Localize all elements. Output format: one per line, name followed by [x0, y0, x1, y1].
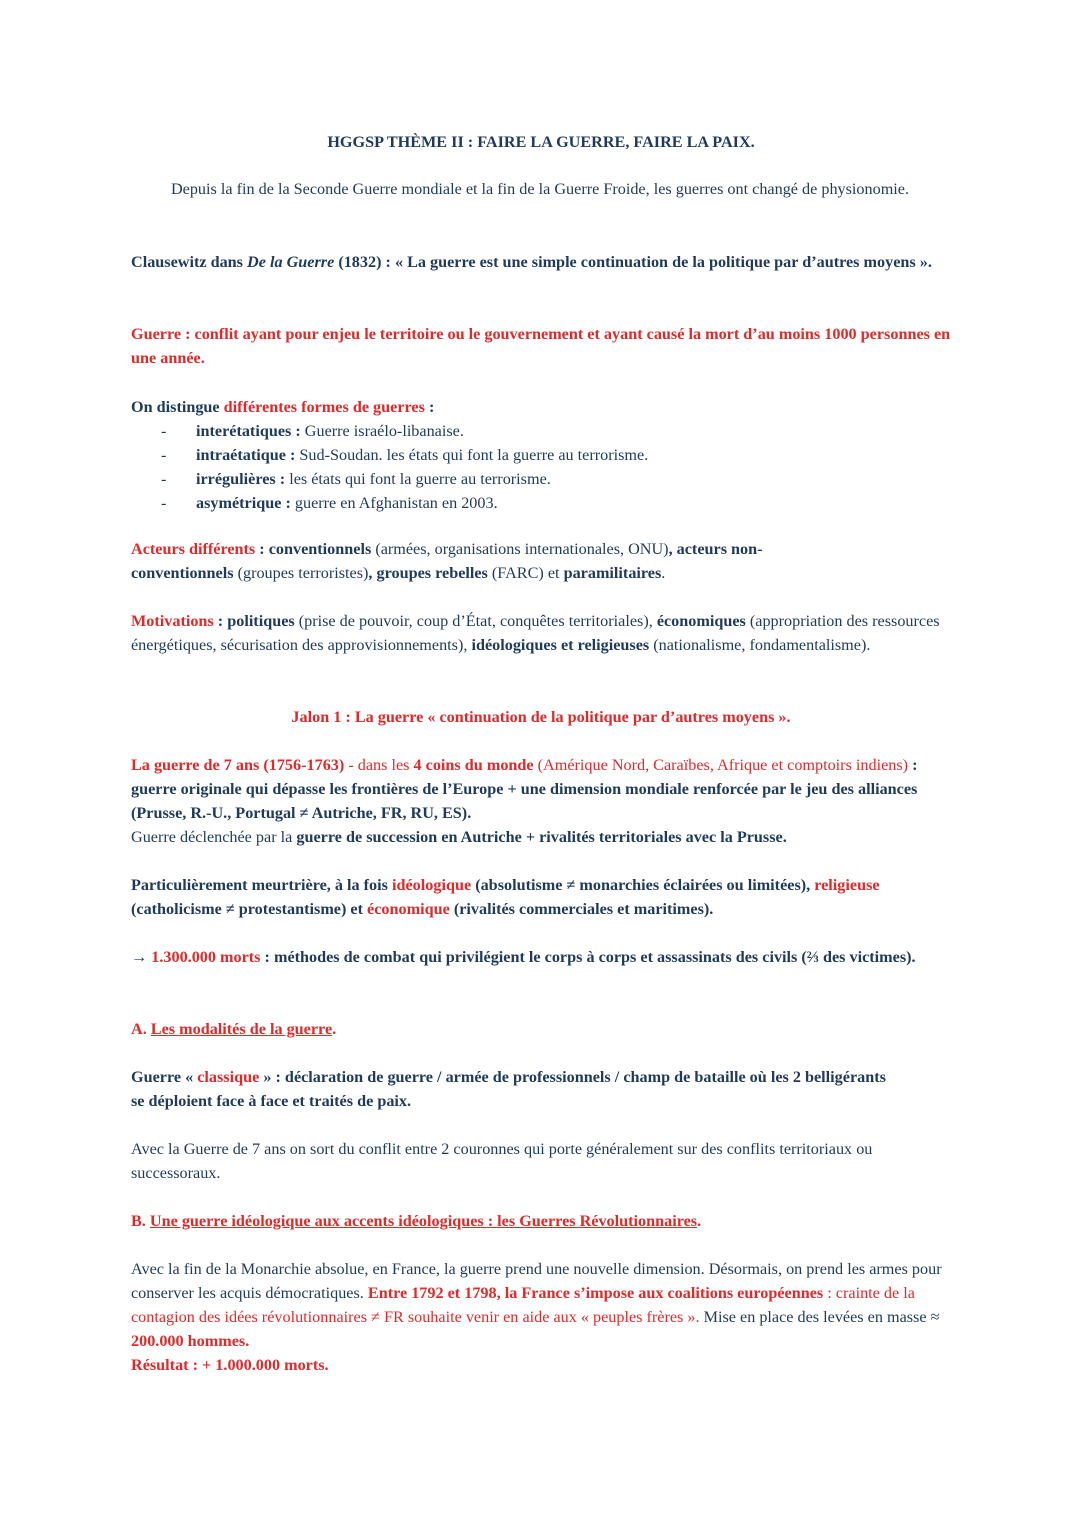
motivations-text: (appropriation des ressources énergétiques, sécurisation des approvisionnements),	[131, 612, 940, 654]
war-forms-intro	[131, 395, 951, 419]
seven-years-text: - dans les	[344, 756, 414, 774]
form-text: guerre en Afghanistan en 2003.	[290, 494, 498, 512]
revolution-paragraph	[131, 1257, 951, 1377]
seven-years-war-paragraph	[131, 753, 951, 849]
section-title: Les modalités de la guerre	[150, 1020, 333, 1038]
clausewitz-book-title: De la Guerre	[247, 253, 335, 271]
deadly-text: économique	[367, 900, 450, 918]
war-forms-intro-c: :	[424, 398, 435, 416]
form-text: les états qui font la guerre au terrorisme.	[285, 470, 551, 488]
actors-text: (groupes terroristes)	[233, 564, 369, 582]
deadly-text: Particulièrement meurtrière, à la fois	[131, 876, 392, 894]
revolution-text: Entre 1792 et 1798, la France s’impose aux coalitions européennes	[367, 1284, 824, 1302]
motivations-text: (nationalisme, fondamentalisme).	[649, 636, 871, 654]
list-item	[131, 491, 951, 515]
section-letter: B.	[131, 1212, 150, 1230]
form-text: Sud-Soudan. les états qui font la guerre au terrorisme.	[295, 446, 649, 464]
list-item	[131, 443, 951, 467]
deadly-text: (absolutisme ≠ monarchies éclairées ou limitées),	[471, 876, 815, 894]
war-definition: Guerre : conflit ayant pour enjeu le territoire ou le gouvernement et ayant causé la mort d’au moins 1000 personnes en une année.	[131, 325, 951, 367]
clausewitz-quote	[131, 250, 951, 274]
intro-paragraph: Depuis la fin de la Seconde Guerre mondiale et la fin de la Guerre Froide, les guerres ont changé de physionomie.	[170, 180, 910, 198]
motivations-paragraph	[131, 609, 951, 657]
motivations-text: économiques	[656, 612, 746, 630]
classic-text: classique	[197, 1068, 260, 1086]
deaths-paragraph	[131, 945, 951, 969]
motivations-text: : politiques	[213, 612, 295, 630]
seven-years-text: 4 coins du monde	[413, 756, 534, 774]
list-item	[131, 467, 951, 491]
deaths-count: 1.300.000 morts	[151, 948, 261, 966]
section-end: .	[332, 1020, 337, 1038]
section-b-heading	[131, 1209, 951, 1233]
clausewitz-text-a: Clausewitz dans	[131, 253, 248, 271]
jalon-heading: Jalon 1 : La guerre « continuation de la politique par d’autres moyens ».	[291, 708, 791, 726]
seven-years-text: guerre de succession en Autriche + rivalités territoriales avec la Prusse.	[296, 828, 787, 846]
deadly-text: (rivalités commerciales et maritimes).	[449, 900, 714, 918]
revolution-text: : crainte de la contagion des idées révolutionnaires ≠ FR souhaite venir en aide aux « peuples frères ».	[131, 1284, 915, 1326]
deadly-text: idéologique	[392, 876, 472, 894]
section-title: Une guerre idéologique aux accents idéologiques : les Guerres Révolutionnaires	[149, 1212, 698, 1230]
classic-text: » : déclaration de guerre / armée de professionnels / champ de bataille où les 2 belligérants se déploient face à face et traités de paix.	[131, 1068, 886, 1110]
form-term: irrégulières :	[196, 470, 286, 488]
motivations-text: idéologiques et religieuses	[471, 636, 650, 654]
deaths-text: : méthodes de combat qui privilégient le corps à corps et assassinats des civils (⅔ des victimes).	[260, 948, 916, 966]
classic-text: Guerre «	[131, 1068, 198, 1086]
seven-years-text: (Amérique Nord, Caraïbes, Afrique et comptoirs indiens)	[533, 756, 909, 774]
actors-text: : conventionnels	[255, 540, 372, 558]
document-title: HGGSP THÈME II : FAIRE LA GUERRE, FAIRE LA PAIX.	[327, 133, 755, 151]
seven-years-text: : guerre originale qui dépasse les frontières de l’Europe + une dimension mondiale renforcée par le jeu des alliances (Prusse, R.-U., Portugal ≠ Autriche, FR, RU, ES).	[131, 756, 918, 822]
revolution-text: Mise en place des levées en masse ≈	[703, 1308, 940, 1326]
actors-text: .	[661, 564, 666, 582]
war-forms-list	[131, 419, 951, 515]
actors-text: , acteurs non-conventionnels	[131, 540, 763, 582]
motivations-heading: Motivations	[131, 612, 214, 630]
actors-paragraph	[131, 537, 831, 585]
revolution-text: Avec la fin de la Monarchie absolue, en France, la guerre prend une nouvelle dimension. Désormais, on prend les armes pour conserver les acquis démocratiques.	[131, 1260, 942, 1302]
actors-text: , groupes rebelles	[368, 564, 488, 582]
form-term: intraétatique :	[196, 446, 296, 464]
form-text: Guerre israélo-libanaise.	[300, 422, 464, 440]
actors-text: paramilitaires	[563, 564, 662, 582]
section-a-heading	[131, 1017, 951, 1041]
war-forms	[131, 395, 951, 515]
classic-war-paragraph	[131, 1065, 891, 1113]
section-letter: A.	[131, 1020, 151, 1038]
form-term: asymétrique :	[196, 494, 291, 512]
section-end: .	[697, 1212, 702, 1230]
revolution-text: 200.000 hommes.	[131, 1332, 250, 1350]
seven-years-note: Avec la Guerre de 7 ans on sort du conflit entre 2 couronnes qui porte généralement sur des conflits territoriaux ou successoraux.	[131, 1140, 873, 1182]
deadly-text: (catholicisme ≠ protestantisme) et	[131, 900, 368, 918]
actors-text: (armées, organisations internationales, ONU)	[371, 540, 669, 558]
motivations-text: (prise de pouvoir, coup d’État, conquêtes territoriales),	[294, 612, 657, 630]
actors-text: (FARC) et	[487, 564, 564, 582]
war-forms-intro-a: On distingue	[131, 398, 224, 416]
arrow-icon: →	[131, 948, 152, 966]
seven-years-text: Guerre déclenchée par la	[131, 828, 297, 846]
deadly-war-paragraph	[131, 873, 911, 921]
seven-years-text: La guerre de 7 ans (1756-1763)	[131, 756, 345, 774]
clausewitz-text-b: (1832) : « La guerre est une simple continuation de la politique par d’autres moyens ».	[334, 253, 932, 271]
actors-heading: Acteurs différents	[131, 540, 256, 558]
war-forms-intro-b: différentes formes de guerres	[223, 398, 425, 416]
revolution-result: Résultat : + 1.000.000 morts.	[131, 1356, 329, 1374]
form-term: interétatiques :	[196, 422, 301, 440]
list-item	[131, 419, 951, 443]
deadly-text: religieuse	[814, 876, 880, 894]
